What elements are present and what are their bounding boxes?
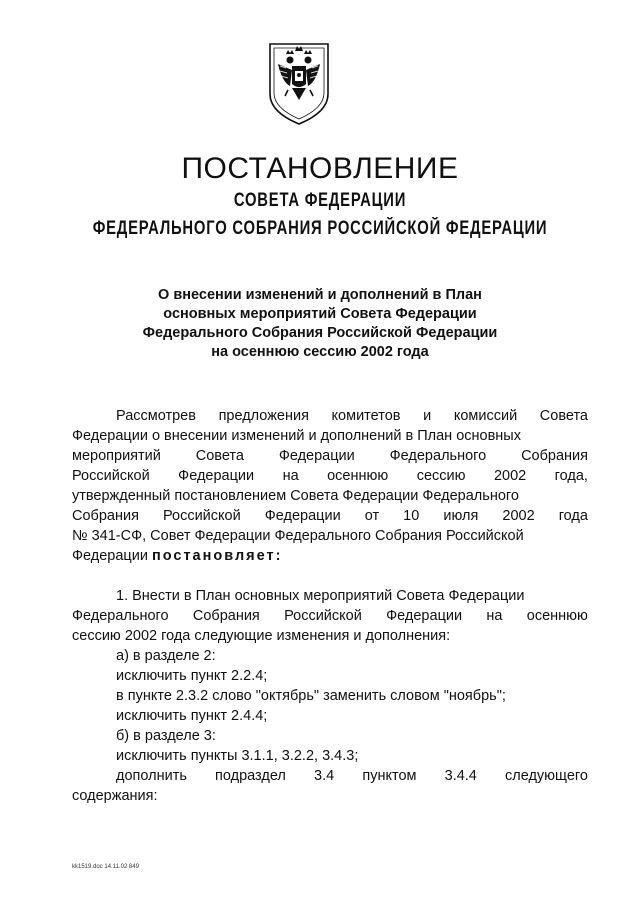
text-line: исключить пункты 3.1.1, 3.2.2, 3.4.3; [116,748,359,764]
subject-line: Федерального Собрания Российской Федерации [142,325,498,341]
issuer-line-1: СОВЕТА ФЕДЕРАЦИИ [233,190,407,211]
text-line: исключить пункт 2.2.4; [116,668,268,684]
text-line: Федерального Собрания Российской Федерации на осеннюю [72,608,588,624]
text-line: Федерации о внесении изменений и дополнений в План основных [72,428,521,444]
text-line: исключить пункт 2.4.4; [116,708,268,724]
coat-of-arms-icon [268,42,330,126]
text-line: № 341-СФ, Совет Федерации Федерального Собрания Российской [72,528,524,544]
text-line: 1. Внести в План основных мероприятий Совета Федерации [116,588,525,604]
document-subject [100,286,540,362]
subject-line: О внесении изменений и дополнений в План [158,287,482,303]
item-1-paragraph [72,586,588,806]
text-line: Собрания Российской Федерации от 10 июля 2002 года [72,508,588,524]
text-line: дополнить подраздел 3.4 пунктом 3.4.4 следующего [116,768,588,784]
text-line: содержания: [72,788,158,804]
text-line: мероприятий Совета Федерации Федерального Собрания [72,448,588,464]
issuer-line-2: ФЕДЕРАЛЬНОГО СОБРАНИЯ РОССИЙСКОЙ ФЕДЕРАЦИИ [92,218,548,239]
subject-line: основных мероприятий Совета Федерации [163,306,477,322]
subject-line: на осеннюю сессию 2002 года [211,344,429,360]
document-code: kk1519.doc 14.11.02 849 [72,864,139,870]
resolution-keyword: постановляет: [151,548,283,564]
text-line: Федерации постановляет: [72,548,283,564]
sub-item-a: а) в разделе 2: [116,648,216,664]
text-line: в пункте 2.3.2 слово "октябрь" заменить словом "ноябрь"; [116,688,506,704]
text-line: Рассмотрев предложения комитетов и комиссий Совета [116,408,588,424]
text-line: сессию 2002 года следующие изменения и дополнения: [72,628,451,644]
preamble-paragraph [72,406,588,566]
text-line: Российской Федерации на осеннюю сессию 2002 года, [72,468,588,484]
document-title: ПОСТАНОВЛЕНИЕ [181,152,459,185]
text-line: утвержденный постановлением Совета Федерации Федерального [72,488,519,504]
sub-item-b: б) в разделе 3: [116,728,216,744]
